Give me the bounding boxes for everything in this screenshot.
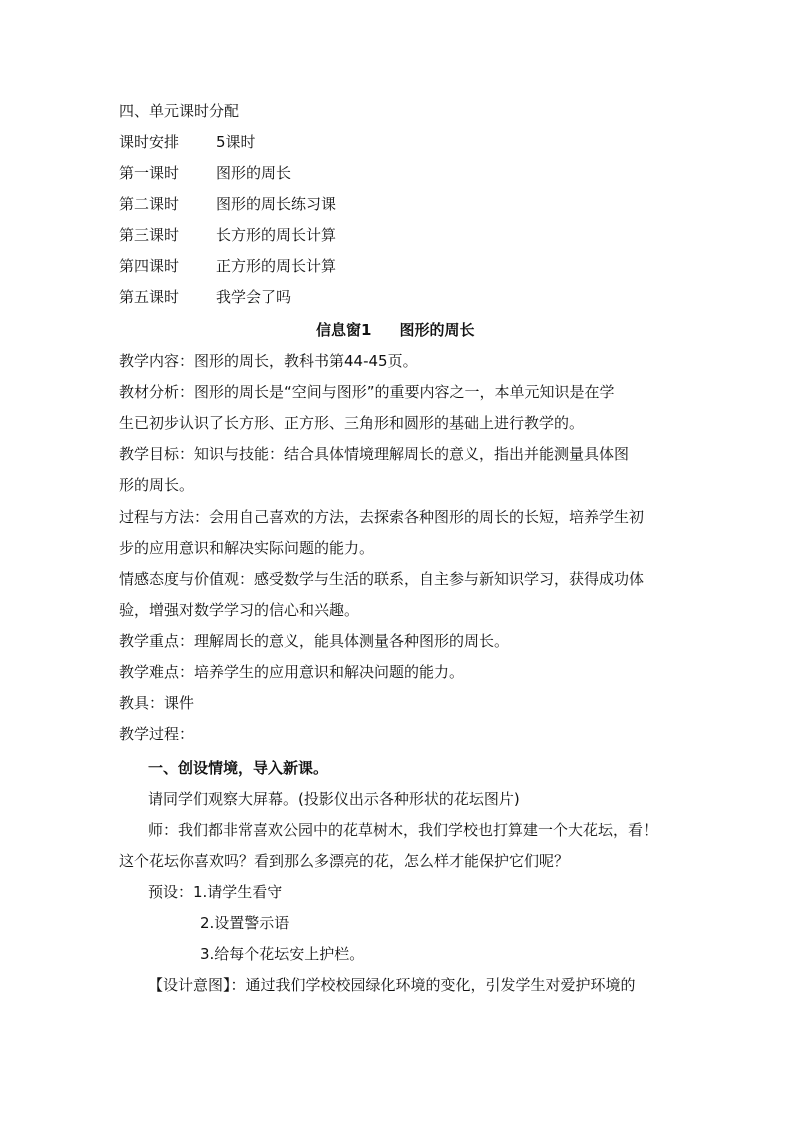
preset-item: 3.给每个花坛安上护栏。: [200, 945, 365, 963]
lesson-title: [316, 320, 474, 340]
schedule-value: 5课时: [216, 133, 256, 151]
schedule-row: [119, 163, 291, 183]
schedule-term: 第五课时: [119, 288, 180, 306]
lesson-title-window: 信息窗1: [316, 321, 372, 339]
teaching-goal-line: 形的周长。: [119, 476, 195, 494]
material-analysis-line: 生已初步认识了长方形、正方形、三角形和圆形的基础上进行教学的。: [119, 414, 585, 432]
process-method-line: 步的应用意识和解决实际问题的能力。: [119, 539, 375, 557]
material-analysis-line: 教材分析：图形的周长是“空间与图形”的重要内容之一，本单元知识是在学: [119, 383, 615, 401]
section-heading: 一、创设情境，导入新课。: [148, 759, 329, 777]
teaching-tools: 教具：课件: [119, 694, 195, 712]
key-point: 教学重点：理解周长的意义，能具体测量各种图形的周长。: [119, 632, 510, 650]
allocation-heading: 四、单元课时分配: [119, 102, 240, 120]
teaching-content: 教学内容：图形的周长，教科书第44-45页。: [119, 352, 418, 370]
schedule-row: [119, 256, 336, 276]
emotion-values-line: 验，增强对数学学习的信心和兴趣。: [119, 601, 360, 619]
schedule-term: 第三课时: [119, 226, 180, 244]
schedule-value: 长方形的周长计算: [216, 226, 337, 244]
schedule-value: 图形的周长: [216, 164, 292, 182]
schedule-value: 图形的周长练习课: [216, 195, 337, 213]
schedule-term: 第四课时: [119, 257, 180, 275]
schedule-term: 第二课时: [119, 195, 180, 213]
schedule-value: 我学会了吗: [216, 288, 292, 306]
schedule-row: [119, 132, 256, 152]
process-method-line: 过程与方法：会用自己喜欢的方法，去探索各种图形的周长的长短，培养学生初: [119, 508, 645, 526]
body-paragraph: 这个花坛你喜欢吗？看到那么多漂亮的花，怎么样才能保护它们呢？: [119, 852, 570, 870]
schedule-row: [119, 194, 336, 214]
design-intent: 【设计意图】：通过我们学校校园绿化环境的变化，引发学生对爱护环境的: [148, 976, 636, 994]
emotion-values-line: 情感态度与价值观：感受数学与生活的联系，自主参与新知识学习，获得成功体: [119, 570, 645, 588]
preset-item: 预设：1.请学生看守: [148, 883, 283, 901]
body-paragraph: 师：我们都非常喜欢公园中的花草树木，我们学校也打算建一个大花坛，看！: [148, 821, 659, 839]
body-paragraph: 请同学们观察大屏幕。(投影仪出示各种形状的花坛图片): [148, 790, 520, 808]
schedule-row: [119, 287, 291, 307]
schedule-term: 课时安排: [119, 133, 180, 151]
schedule-value: 正方形的周长计算: [216, 257, 337, 275]
schedule-term: 第一课时: [119, 164, 180, 182]
schedule-row: [119, 225, 336, 245]
difficulty-point: 教学难点：培养学生的应用意识和解决问题的能力。: [119, 663, 465, 681]
lesson-title-topic: 图形的周长: [399, 321, 475, 339]
preset-item: 2.设置警示语: [200, 914, 290, 932]
teaching-goal-line: 教学目标：知识与技能：结合具体情境理解周长的意义，指出并能测量具体图: [119, 445, 630, 463]
process-heading: 教学过程：: [119, 725, 195, 743]
